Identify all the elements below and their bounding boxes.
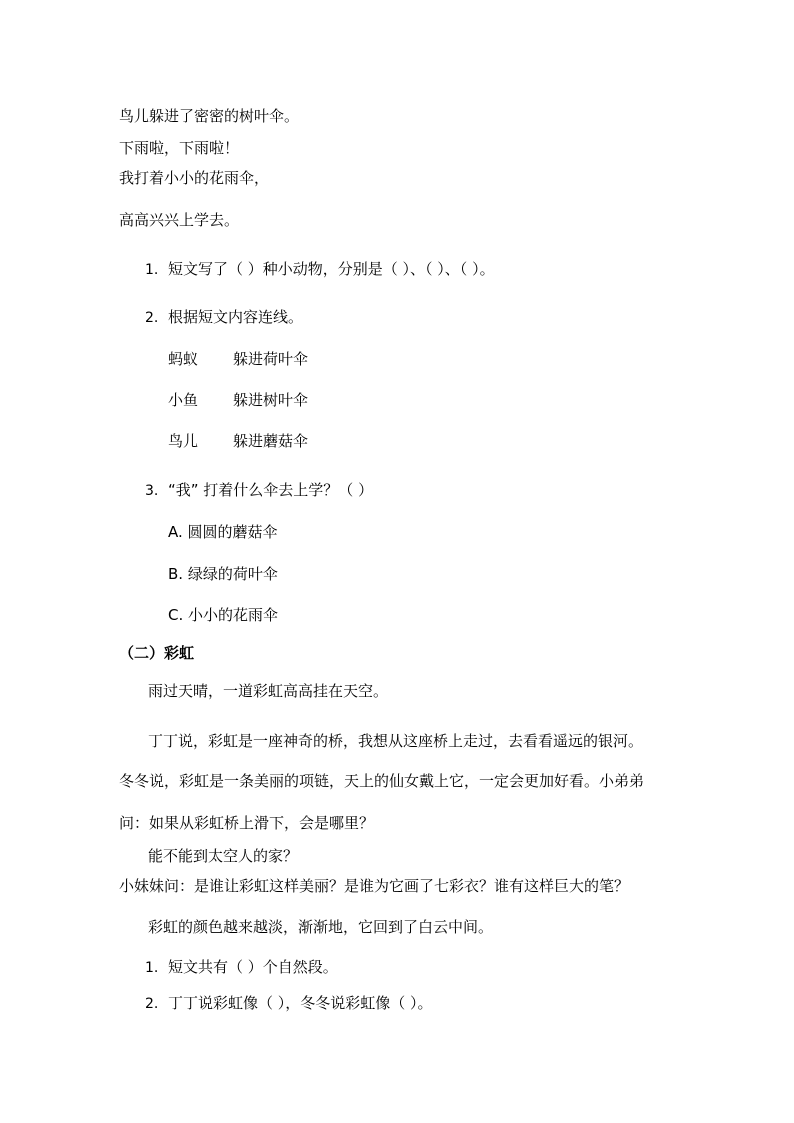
question-number: 3. — [145, 483, 159, 499]
question-text: 短文写了（ ）种小动物，分别是（ ）、（ ）、（ ）。 — [168, 260, 495, 278]
option-b: B. 绿绿的荷叶伞 — [168, 565, 278, 583]
question-number: 2. — [145, 310, 159, 326]
paragraph-line: 冬冬说，彩虹是一条美丽的项链，天上的仙女戴上它，一定会更加好看。小弟弟 — [119, 772, 645, 790]
match-left-item: 鸟儿 — [168, 432, 199, 450]
match-right-item: 躲进蘑菇伞 — [233, 432, 309, 450]
paragraph: 小妹妹问：是谁让彩虹这样美丽？是谁为它画了七彩衣？谁有这样巨大的笔？ — [119, 877, 630, 895]
option-a: A. 圆圆的蘑菇伞 — [168, 523, 278, 541]
question-text: 根据短文内容连线。 — [168, 308, 304, 326]
question-text: “我” 打着什么伞去上学？（ ） — [168, 481, 374, 499]
match-right-item: 躲进树叶伞 — [233, 391, 309, 409]
question-text: 短文共有（ ）个自然段。 — [168, 958, 338, 976]
paragraph-line: 能不能到太空人的家？ — [148, 847, 299, 865]
section-heading: （二）彩虹 — [119, 644, 195, 662]
option-c: C. 小小的花雨伞 — [168, 606, 279, 624]
question-number: 1. — [145, 262, 159, 278]
question-number: 2. — [145, 996, 159, 1012]
paragraph: 雨过天晴，一道彩虹高高挂在天空。 — [148, 682, 389, 700]
match-left-item: 小鱼 — [168, 391, 199, 409]
poem-line: 我打着小小的花雨伞， — [119, 169, 270, 187]
question-text: 丁丁说彩虹像（ ），冬冬说彩虹像（ ）。 — [168, 994, 433, 1012]
paragraph: 丁丁说，彩虹是一座神奇的桥，我想从这座桥上走过，去看看遥远的银河。 — [148, 732, 644, 750]
question-number: 1. — [145, 960, 159, 976]
paragraph: 彩虹的颜色越来越淡，渐渐地，它回到了白云中间。 — [148, 918, 494, 936]
poem-line: 下雨啦，下雨啦！ — [119, 139, 240, 157]
match-right-item: 躲进荷叶伞 — [233, 350, 309, 368]
poem-line: 鸟儿躲进了密密的树叶伞。 — [119, 107, 300, 125]
match-left-item: 蚂蚁 — [168, 350, 199, 368]
paragraph-line: 问：如果从彩虹桥上滑下，会是哪里？ — [119, 814, 375, 832]
poem-line: 高高兴兴上学去。 — [119, 211, 240, 229]
